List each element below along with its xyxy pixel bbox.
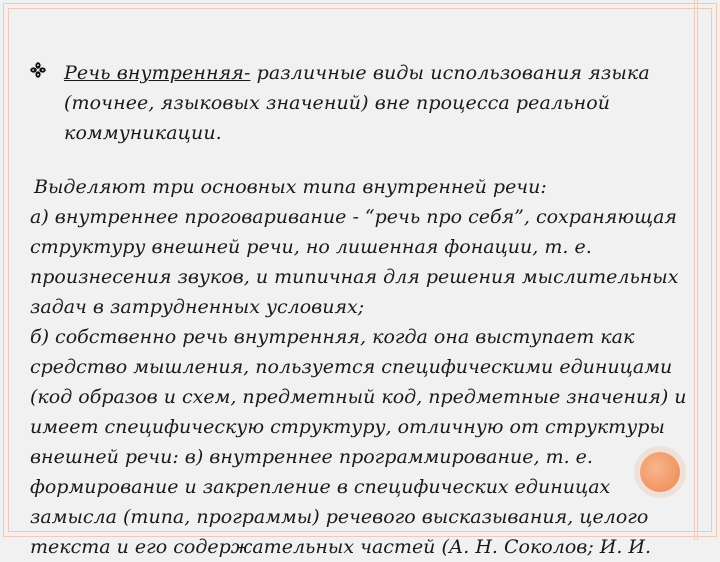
body-line: а) внутреннее проговаривание - “речь про себя”, сохраняющая	[30, 206, 677, 228]
diamond-bullet-icon	[30, 62, 46, 78]
body-line: замысла (типа, программы) речевого высказывания, целого	[30, 506, 649, 528]
body-line: (код образов и схем, предметный код, предметные значения) и	[30, 386, 687, 408]
decorative-circle	[640, 452, 680, 492]
bullet-line-1: различные виды использования языка	[250, 62, 650, 84]
body-line: задач в затрудненных условиях;	[30, 296, 365, 318]
body-line: текста и его содержательных частей (А. Н. Соколов; И. И.	[30, 536, 652, 558]
bullet-text	[64, 58, 674, 148]
bullet-line-2: (точнее, языковых значений) вне процесса реальной	[64, 92, 611, 114]
body-paragraph	[30, 172, 700, 562]
body-line: формирование и закрепление в специфических единицах	[30, 476, 611, 498]
body-line: Выделяют три основных типа внутренней речи:	[34, 176, 547, 198]
bullet-term: Речь внутренняя-	[64, 62, 251, 84]
bullet-line-3: коммуникации.	[64, 122, 222, 144]
body-line: средство мышления, пользуется специфическими единицами	[30, 356, 673, 378]
body-line: б) собственно речь внутренняя, когда она выступает как	[30, 326, 635, 348]
body-line: произнесения звуков, и типичная для решения мыслительных	[30, 266, 679, 288]
body-line: структуру внешней речи, но лишенная фонации, т. е.	[30, 236, 592, 258]
body-line: имеет специфическую структуру, отличную от структуры	[30, 416, 665, 438]
body-line: внешней речи: в) внутреннее программирование, т. е.	[30, 446, 593, 468]
